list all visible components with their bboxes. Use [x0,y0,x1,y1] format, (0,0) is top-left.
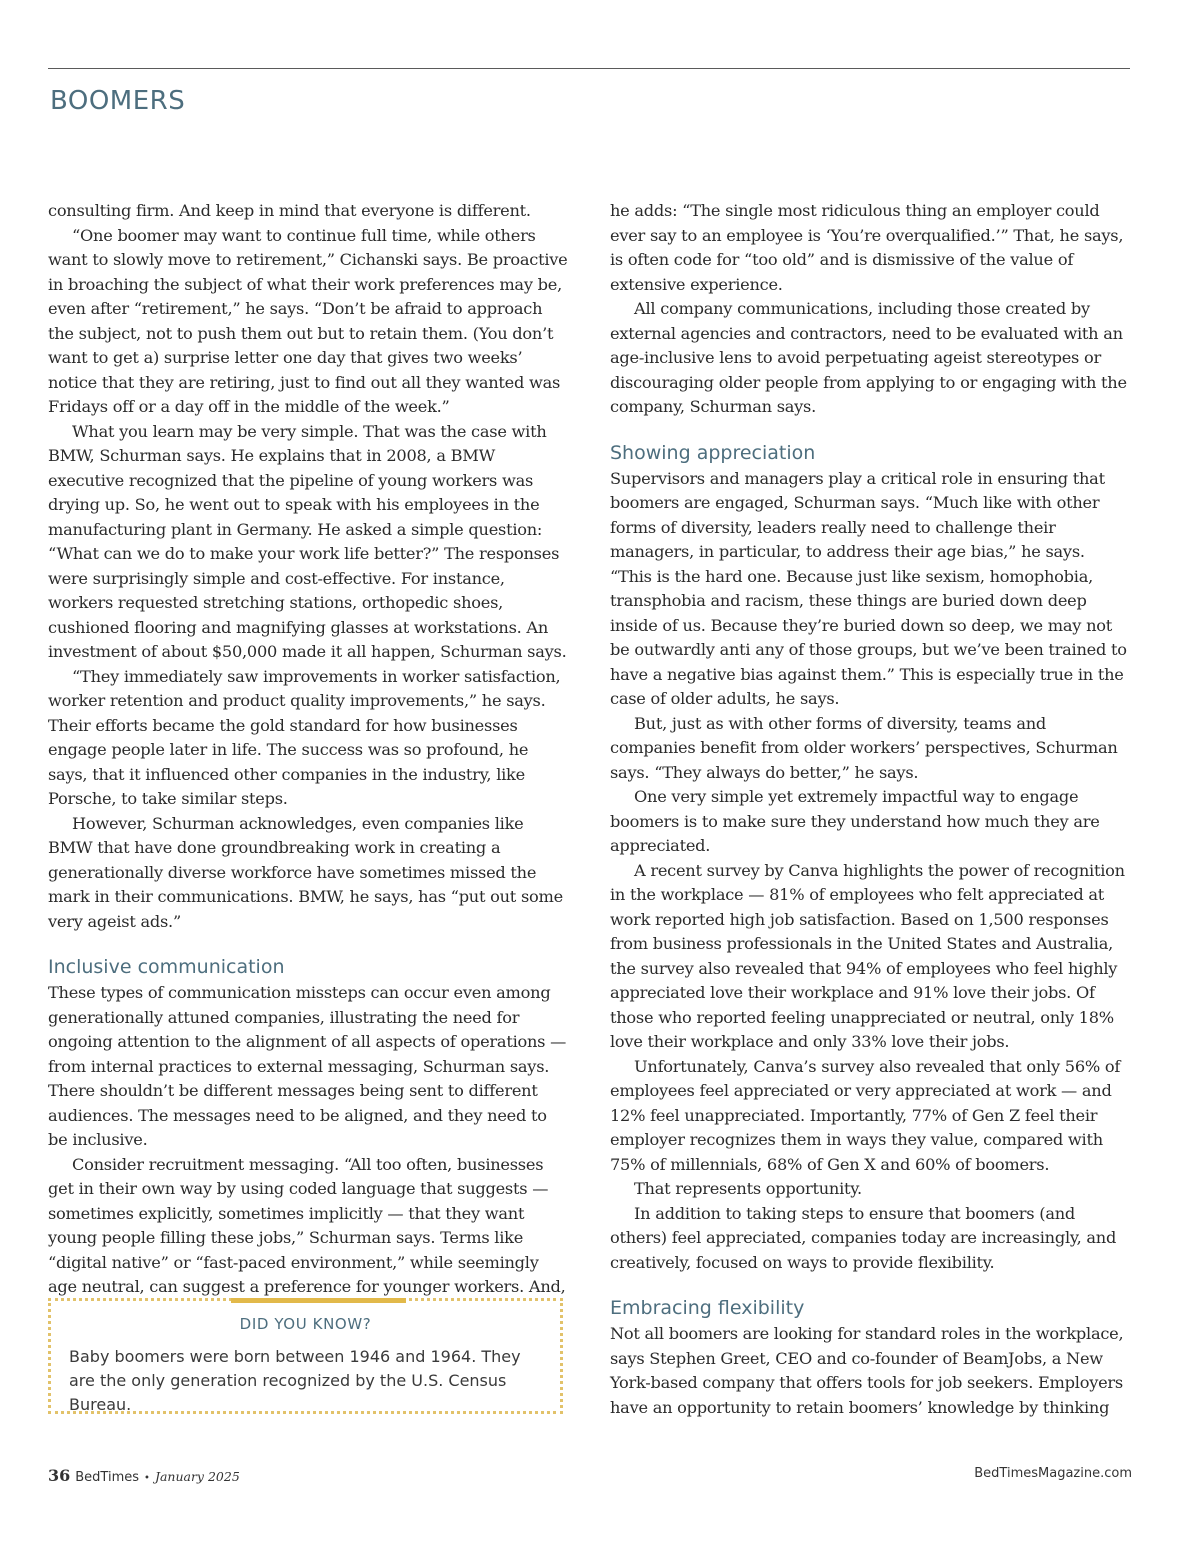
paragraph: A recent survey by Canva highlights the power of recognition in the workplace — 81% of employees who felt appreciated at work reported high job satisfaction. Based on 1,500 responses from business professionals in the United States and Australia, the survey also revealed that 94% of employees who feel highly appreciated love their workplace and 91% love their jobs. Of those who reported feeling unappreciated or neutral, only 18% love their workplace and only 33% love their jobs. [610,860,1125,1051]
paragraph: he adds: “The single most ridiculous thing an employer could ever say to an employee is ‘You’re overqualified.’” That, he says, is often code for “too old” and is dismissive of the value of extensive experience. [610,201,1124,294]
paragraph: One very simple yet extremely impactful way to engage boomers is to make sure they understand how much they are appreciated. [610,787,1100,855]
subheading-showing-appreciation: Showing appreciation [610,441,816,464]
footer-folio [48,1466,240,1485]
paragraph: consulting firm. And keep in mind that everyone is different. [48,201,531,220]
callout-body: Baby boomers were born between 1946 and 1964. They are the only generation recognized by the U.S. Census Bureau. [69,1347,521,1414]
paragraph: Not all boomers are looking for standard roles in the workplace, says Stephen Greet, CEO and co-founder of BeamJobs, a New York-based company that offers tools for job seekers. Employers have an opportunity to retain boomers’ knowledge by thinking [610,1324,1124,1417]
callout-heading: DID YOU KNOW? [239,1315,372,1333]
paragraph: In addition to taking steps to ensure that boomers (and others) feel appreciated, companies today are increasingly, and creatively, focused on ways to provide flexibility. [610,1203,1117,1272]
page-number: 36 [48,1466,71,1485]
paragraph: Unfortunately, Canva’s survey also revealed that only 56% of employees feel appreciated or very appreciated at work — and 12% feel unappreciated. Importantly, 77% of Gen Z feel their employer recognizes them in ways they value, compared with 75% of millennials, 68% of Gen X and 60% of boomers. [610,1056,1121,1174]
subheading-inclusive-communication: Inclusive communication [48,956,285,978]
article-column-left [48,199,568,1300]
issue-date: January 2025 [154,1469,240,1484]
magazine-name: BedTimes [75,1470,140,1485]
paragraph: But, just as with other forms of diversity, teams and companies benefit from older workers’ perspectives, Schurman says. “They always do better,” he says. [610,713,1118,782]
section-title: BOOMERS [50,86,186,116]
paragraph: That represents opportunity. [634,1179,862,1198]
paragraph: All company communications, including those created by external agencies and contractors, need to be evaluated with an age-inclusive lens to avoid perpetuating ageist stereotypes or discouraging older people from applying to or engaging with the company, Schurman says. [610,299,1127,416]
paragraph: “They immediately saw improvements in worker satisfaction, worker retention and product quality improvements,” he says. Their efforts became the gold standard for how businesses engage people later in life. The success was so profound, he says, that it influenced other companies in the industry, like Porsche, to take similar steps. [48,666,561,808]
paragraph: Consider recruitment messaging. “All too often, businesses get in their own way by using coded language that suggests — sometimes explicitly, sometimes implicitly — that they want young people filling these jobs,” Schurman says. Terms like “digital native” or “fast-paced environment,” while seemingly age neutral, can suggest a preference for younger workers. And, [48,1154,566,1296]
article-column-right [610,199,1130,1420]
paragraph: Supervisors and managers play a critical role in ensuring that boomers are engaged, Schurman says. “Much like with other forms of diversity, leaders really need to challenge their managers, in particular, to address their age bias,” he says. “This is the hard one. Because just like sexism, homophobia, transphobia and racism, these things are buried down deep inside of us. Because they’re buried down so deep, we may not be outwardly anti any of those groups, but we’ve been trained to have a negative bias against them.” This is especially true in the case of older adults, he says. [610,468,1127,708]
callout-accent-bar [231,1298,406,1303]
footer-website: BedTimesMagazine.com [974,1466,1132,1481]
header-rule [48,68,1130,69]
paragraph: What you learn may be very simple. That was the case with BMW, Schurman says. He explains that in 2008, a BMW executive recognized that the pipeline of young workers was drying up. So, he went out to speak with his employees in the manufacturing plant in Germany. He asked a simple question: “What can we do to make your work life better?” The responses were surprisingly simple and cost-effective. For instance, workers requested stretching stations, orthopedic shoes, cushioned flooring and magnifying glasses at workstations. An investment of about $50,000 made it all happen, Schurman says. [48,421,567,661]
paragraph: These types of communication missteps can occur even among generationally attuned companies, illustrating the need for ongoing attention to the alignment of all aspects of operations — from internal practices to external messaging, Schurman says. There shouldn’t be different messages being sent to different audiences. The messages need to be aligned, and they need to be inclusive. [48,983,567,1149]
subheading-embracing-flexibility: Embracing flexibility [610,1297,805,1319]
footer-separator: • [144,1473,150,1484]
paragraph: However, Schurman acknowledges, even companies like BMW that have done groundbreaking work in creating a generationally diverse workforce have sometimes missed the mark in their communications. BMW, he says, has “put out some very ageist ads.” [48,813,563,931]
did-you-know-callout [48,1298,563,1414]
paragraph: “One boomer may want to continue full time, while others want to slowly move to retirement,” Cichanski says. Be proactive in broaching the subject of what their work preferences may be, even after “retirement,” he says. “Don’t be afraid to approach the subject, not to push them out but to retain them. (You don’t want to get a) surprise letter one day that gives two weeks’ notice that they are retiring, just to find out all they wanted was Fridays off or a day off in the middle of the week.” [48,225,568,416]
